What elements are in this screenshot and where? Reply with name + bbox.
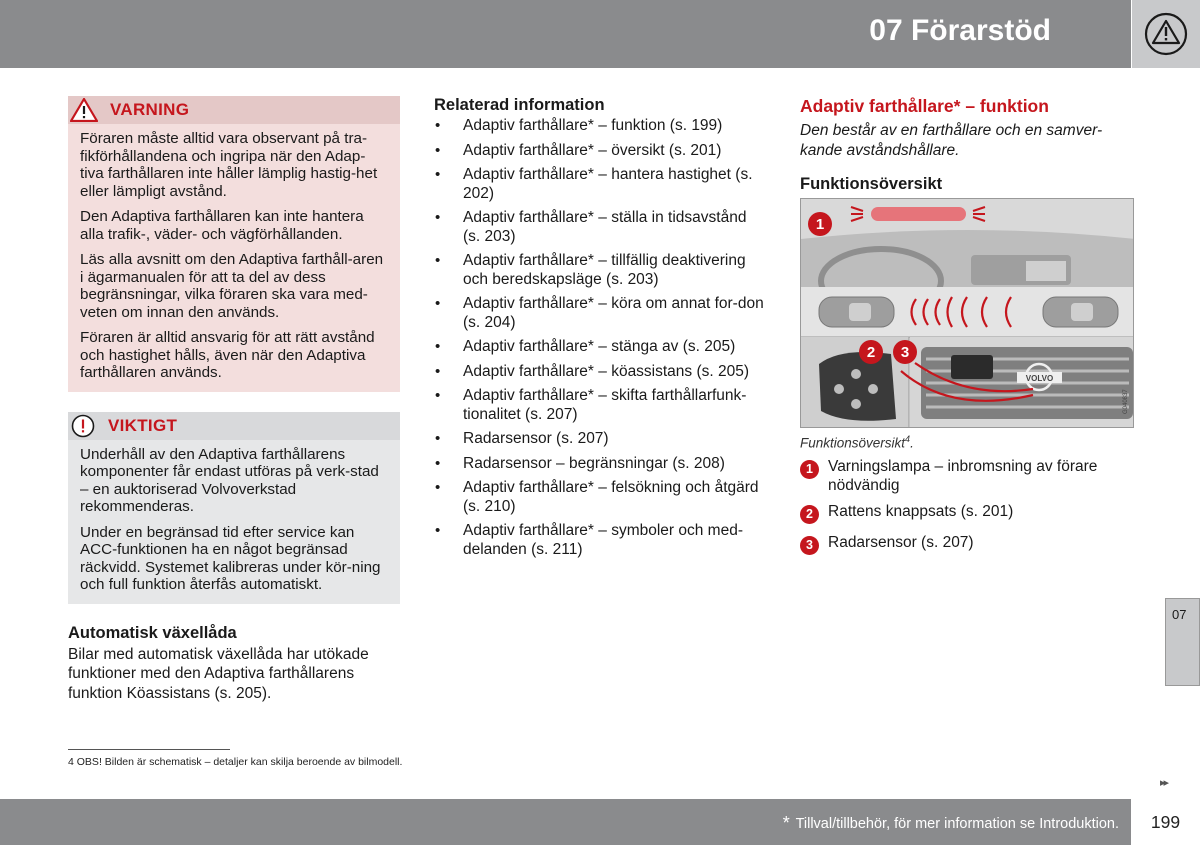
list-item[interactable]: • Adaptiv farthållare* – hantera hastighet (s. 202)	[435, 166, 753, 202]
callout-3: 3	[893, 340, 917, 364]
column-middle	[434, 96, 764, 565]
related-info-list	[434, 117, 764, 559]
footnote-rule	[68, 749, 230, 750]
list-item[interactable]: • Adaptiv farthållare* – skifta farthållarfunk-tionalitet (s. 207)	[435, 387, 747, 423]
figure-legend	[800, 457, 1134, 552]
warning-paragraph: Läs alla avsnitt om den Adaptiva farthåll-aren i ägarmanualen för att ta del av dess begränsningar, vilka föraren ska vara med-veten om innan den används.	[80, 251, 384, 321]
list-item[interactable]: • Adaptiv farthållare* – köra om annat for-don (s. 204)	[435, 295, 764, 331]
legend-item: 3 Radarsensor (s. 207)	[800, 533, 1134, 552]
warning-paragraph: Föraren måste alltid vara observant på tra-fikförhållandena och ingripa när den Adap-tiva farthållaren inte håller lämplig hastig-het eller lämpligt avstånd.	[80, 130, 378, 200]
warning-box-title: VARNING	[110, 100, 190, 119]
legend-number: 3	[800, 536, 819, 555]
warning-paragraph: Föraren är alltid ansvarig för att rätt avstånd och hastighet hålls, även när den Adaptiva farthållaren används.	[80, 329, 375, 381]
warning-paragraph: Den Adaptiva farthållaren kan inte hantera alla trafik-, väder- och vägförhållanden.	[80, 208, 364, 243]
list-item[interactable]: • Adaptiv farthållare* – stänga av (s. 205)	[435, 338, 736, 355]
important-box-header	[68, 412, 400, 440]
function-overview-figure	[800, 198, 1134, 428]
legend-number: 2	[800, 505, 819, 524]
section-intro: Den består av en farthållare och en samver-kande avståndshållare.	[800, 122, 1103, 159]
column-right	[800, 96, 1134, 559]
important-box	[68, 412, 400, 604]
callout-1: 1	[808, 212, 832, 236]
warning-triangle-icon	[1144, 12, 1188, 56]
warning-light-bar	[871, 207, 966, 221]
list-item[interactable]: • Adaptiv farthållare* – felsökning och åtgärd (s. 210)	[435, 479, 759, 515]
page-number: 199	[1150, 811, 1181, 832]
chapter-side-tab[interactable]: 07	[1165, 598, 1200, 686]
function-overview-illustration	[801, 199, 1134, 428]
list-item[interactable]: • Adaptiv farthållare* – ställa in tidsavstånd (s. 203)	[435, 209, 747, 245]
legend-item: 2 Rattens knappsats (s. 201)	[800, 502, 1134, 521]
svg-text:G040837: G040837	[1123, 389, 1129, 414]
list-item[interactable]: • Adaptiv farthållare* – funktion (s. 199)	[435, 117, 723, 134]
auto-gearbox-text: Bilar med automatisk växellåda har utökade funktioner med den Adaptiva farthållarens funktion Köassistans (s. 205).	[68, 645, 369, 702]
overview-heading: Funktionsöversikt	[800, 175, 943, 193]
warning-box-body	[68, 124, 400, 392]
warning-triangle-icon	[70, 98, 98, 122]
figure-caption: Funktionsöversikt$^4$.	[800, 434, 914, 451]
warning-box	[68, 96, 400, 392]
callout-2: 2	[859, 340, 883, 364]
chapter-title: 07 Förarstöd	[869, 14, 1051, 47]
exclamation-circle-icon	[70, 414, 96, 438]
related-info-heading: Relaterad information	[434, 96, 605, 114]
chapter-icon-box	[1132, 0, 1200, 68]
legend-number: 1	[800, 460, 819, 479]
footnote: 4 OBS! Bilden är schematisk – detaljer kan skilja beroende av bilmodell.	[68, 756, 403, 768]
important-box-title: VIKTIGT	[108, 415, 178, 435]
list-item[interactable]: • Adaptiv farthållare* – symboler och med-delanden (s. 211)	[435, 522, 743, 558]
header-bar	[0, 0, 1131, 68]
section-title: Adaptiv farthållare* – funktion	[800, 96, 1049, 116]
list-item[interactable]: • Adaptiv farthållare* – tillfällig deaktivering och beredskapsläge (s. 203)	[435, 252, 746, 288]
list-item[interactable]: • Adaptiv farthållare* – köassistans (s. 205)	[435, 362, 750, 380]
list-item[interactable]: • Radarsensor – begränsningar (s. 208)	[435, 454, 725, 472]
important-paragraph: Under en begränsad tid efter service kan ACC-funktionen ha en något begränsad räckvidd. Systemet kalibreras under kör-ning och full funktion återfås automatiskt.	[80, 523, 381, 593]
important-paragraph: Underhåll av den Adaptiva farthållarens komponenter får endast utföras på verk-stad – en auktoriserad Volvoverkstad rekommenderas.	[80, 445, 379, 515]
auto-gearbox-heading: Automatisk växellåda	[68, 623, 237, 642]
footer-bar	[0, 799, 1131, 845]
legend-item: 1 Varningslampa – inbromsning av förare nödvändig	[800, 457, 1134, 495]
list-item[interactable]: • Radarsensor (s. 207)	[435, 430, 609, 447]
column-left	[68, 96, 400, 703]
radar-sensor	[951, 355, 993, 379]
footer-note: * Tillval/tillbehör, för mer information se Introduktion.	[782, 813, 1119, 833]
svg-text:VOLVO: VOLVO	[1025, 374, 1054, 383]
warning-box-header	[68, 96, 400, 124]
important-box-body	[68, 440, 400, 604]
list-item[interactable]: • Adaptiv farthållare* – översikt (s. 201)	[435, 141, 722, 159]
next-page-indicator: ▸▸	[1160, 777, 1168, 789]
